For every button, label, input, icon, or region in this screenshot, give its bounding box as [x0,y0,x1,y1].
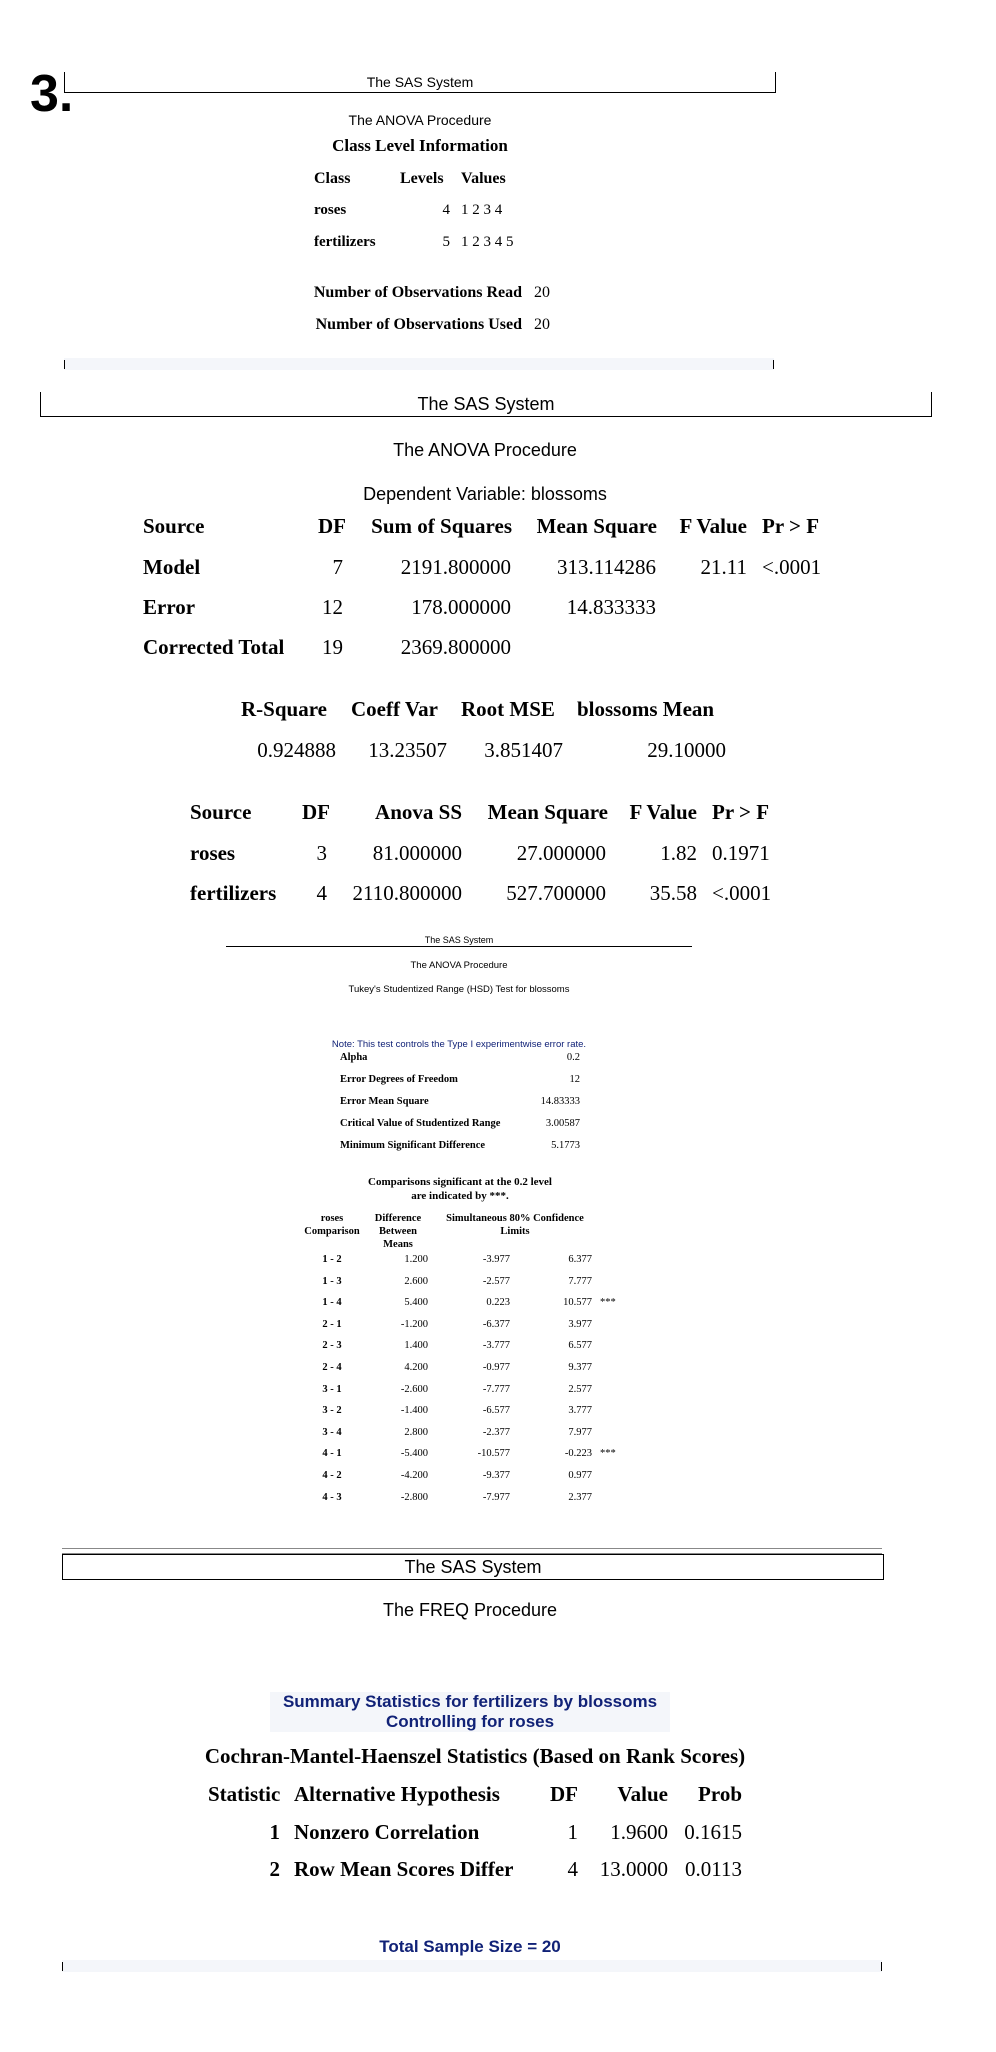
summary-statistics-title [270,1692,670,1732]
page-tick-right [773,360,774,369]
anova-ss: 2191.800000 [400,555,511,579]
obs-used-value: 20 [534,316,550,333]
effects-header-p: Pr > F [712,800,770,824]
anova-source: Model [143,555,201,579]
comparison-pair: 2 - 1 [322,1319,342,1330]
cmh-title: Cochran-Mantel-Haenszel Statistics (Based on Rank Scores) [204,1744,746,1768]
col-header-line: Between [379,1226,417,1237]
procedure-title: The FREQ Procedure [382,1600,558,1620]
comparison-lower-limit: -7.977 [482,1492,510,1503]
procedure-title: The ANOVA Procedure [348,112,492,128]
comparison-upper-limit: 9.377 [568,1362,592,1373]
col-header-line: Difference [374,1213,422,1224]
effects-header-ss: Anova SS [375,800,462,824]
comparison-pair: 4 - 3 [322,1492,342,1503]
comparison-upper-limit: 6.377 [568,1254,592,1265]
comparison-pair: 1 - 3 [322,1276,342,1287]
fit-rootmse: 3.851407 [484,738,563,762]
comparison-lower-limit: -6.577 [482,1405,510,1416]
anova-df: 19 [322,635,343,659]
obs-read-label: Number of Observations Read [313,284,522,301]
comparison-lower-limit: -7.777 [482,1384,510,1395]
comparison-lower-limit: 0.223 [486,1297,510,1308]
anova-header-ss: Sum of Squares [371,514,512,538]
fit-header-coeffvar: Coeff Var [351,697,438,721]
class-name: roses [314,202,347,218]
section-footer-band [64,358,774,370]
sas-system-title: The SAS System [417,394,555,414]
effects-ss: 2110.800000 [352,881,462,905]
col-header-line: Comparison [304,1226,360,1237]
significance-note-line1: Comparisons significant at the 0.2 level [368,1176,552,1188]
comparison-significance: *** [600,1448,616,1459]
col-header-line: Simultaneous 80% Confidence [446,1213,584,1224]
cmh-df: 1 [567,1820,578,1844]
class-level-title: Class Level Information [332,136,508,155]
class-levels: 4 [442,202,450,218]
summary-line: Controlling for roses [385,1712,555,1731]
comparison-difference: -2.800 [400,1492,428,1503]
cmh-alt-hypothesis: Row Mean Scores Differ [294,1857,514,1881]
effects-source: fertilizers [190,881,277,905]
comparison-difference: -5.400 [400,1448,428,1459]
procedure-title: The ANOVA Procedure [393,440,577,460]
comparison-pair: 3 - 1 [322,1384,342,1395]
comparison-significance: *** [600,1297,616,1308]
comparison-pair: 3 - 2 [322,1405,342,1416]
anova-p: <.0001 [762,555,822,579]
cmh-alt-hypothesis: Nonzero Correlation [294,1820,480,1844]
anova-ms: 313.114286 [557,555,656,579]
effects-ms: 27.000000 [516,841,606,865]
anova-df: 12 [322,595,343,619]
effects-ss: 81.000000 [372,841,462,865]
cmh-header-value: Value [617,1782,668,1806]
sas-system-title: The SAS System [404,1557,542,1577]
comparison-pair: 3 - 4 [322,1427,342,1438]
dependent-variable: Dependent Variable: blossoms [363,484,607,504]
fit-mean: 29.10000 [647,738,726,762]
sas-system-header-2 [40,392,932,417]
anova-header-source: Source [143,514,205,538]
page-tick-left [64,360,65,369]
fit-header-rsquare: R-Square [241,697,327,721]
tukey-test-title: Tukey's Studentized Range (HSD) Test for blossoms [348,984,570,995]
anova-source: Error [143,595,196,619]
comparison-upper-limit: 2.377 [568,1492,592,1503]
col-header-values: Values [461,170,506,187]
procedure-title: The ANOVA Procedure [410,960,508,971]
obs-read-value: 20 [534,284,550,301]
significance-note-line2: are indicated by ***. [411,1190,509,1202]
comparison-pair: 1 - 4 [322,1297,342,1308]
tukey-param-value: 14.83333 [540,1096,580,1107]
cmh-statistic: 2 [269,1857,280,1881]
comparison-difference: 5.400 [404,1297,428,1308]
comparison-difference: -1.400 [400,1405,428,1416]
effects-header-f: F Value [629,800,697,824]
anova-header-df: DF [318,514,346,538]
tukey-param-label: Minimum Significant Difference [340,1140,486,1151]
comparison-lower-limit: -10.577 [477,1448,510,1459]
comparison-lower-limit: -2.577 [482,1276,510,1287]
cmh-header-statistic: Statistic [208,1782,281,1806]
cmh-df: 4 [567,1857,578,1881]
tukey-param-label: Error Mean Square [340,1096,429,1107]
effects-p: <.0001 [712,881,772,905]
cmh-value: 13.0000 [599,1857,668,1881]
col-header-line: roses [320,1213,344,1224]
comparison-pair: 1 - 2 [322,1254,342,1265]
fit-rsquare: 0.924888 [257,738,336,762]
comparison-pair: 2 - 3 [322,1340,342,1351]
comparison-difference: -4.200 [400,1470,428,1481]
comparison-lower-limit: -0.977 [482,1362,510,1373]
tukey-param-label: Critical Value of Studentized Range [340,1118,501,1129]
comparison-lower-limit: -3.977 [482,1254,510,1265]
col-header-difference [366,1212,430,1251]
anova-df: 7 [332,555,343,579]
cmh-header-df: DF [550,1782,578,1806]
effects-header-df: DF [302,800,330,824]
col-header-comparison [296,1212,368,1238]
comparison-lower-limit: -9.377 [482,1470,510,1481]
question-number: 3. [30,65,74,123]
effects-df: 3 [316,841,327,865]
tukey-param-value: 12 [569,1074,580,1085]
effects-ms: 527.700000 [506,881,606,905]
class-levels: 5 [442,234,450,250]
effects-header-ms: Mean Square [487,800,608,824]
class-values: 1 2 3 4 5 [461,234,514,250]
class-values: 1 2 3 4 [461,202,503,218]
page-tick-right [881,1962,882,1971]
tukey-param-value: 3.00587 [545,1118,580,1129]
comparison-difference: 2.800 [404,1427,428,1438]
sas-system-header-4 [62,1554,884,1580]
comparison-difference: -2.600 [400,1384,428,1395]
cmh-statistic: 1 [269,1820,280,1844]
cmh-value: 1.9600 [610,1820,668,1844]
summary-line: Summary Statistics for fertilizers by blossoms [282,1692,658,1711]
comparison-upper-limit: 0.977 [568,1470,592,1481]
cmh-header-alt: Alternative Hypothesis [294,1782,500,1806]
comparison-upper-limit: 3.777 [568,1405,592,1416]
total-sample-size: Total Sample Size = 20 [379,1937,561,1956]
comparison-lower-limit: -3.777 [482,1340,510,1351]
cmh-header-prob: Prob [698,1782,742,1806]
anova-ss: 2369.800000 [400,635,511,659]
comparison-upper-limit: 6.577 [568,1340,592,1351]
fit-header-rootmse: Root MSE [461,697,555,721]
anova-ms: 14.833333 [566,595,656,619]
comparison-difference: -1.200 [400,1319,428,1330]
comparison-difference: 4.200 [404,1362,428,1373]
comparison-pair: 4 - 1 [322,1448,342,1459]
type-one-error-note: Note: This test controls the Type I experimentwise error rate. [331,1039,587,1050]
anova-header-p: Pr > F [762,514,820,538]
comparison-difference: 2.600 [404,1276,428,1287]
cmh-prob: 0.0113 [685,1857,742,1881]
effects-f: 35.58 [649,881,697,905]
comparison-difference: 1.200 [404,1254,428,1265]
comparison-upper-limit: -0.223 [564,1448,592,1459]
fit-coeffvar: 13.23507 [368,738,447,762]
comparison-difference: 1.400 [404,1340,428,1351]
cmh-prob: 0.1615 [684,1820,742,1844]
comparison-pair: 4 - 2 [322,1470,342,1481]
obs-used-label: Number of Observations Used [315,316,522,333]
page-tick-left [62,1962,63,1971]
sas-system-header-1 [64,72,776,93]
anova-ss: 178.000000 [411,595,511,619]
tukey-param-value: 5.1773 [551,1140,580,1151]
tukey-param-value: 0.2 [566,1052,580,1063]
tukey-param-label: Alpha [340,1052,368,1063]
comparison-upper-limit: 3.977 [568,1319,592,1330]
fit-header-mean: blossoms Mean [577,697,715,721]
effects-p: 0.1971 [712,841,770,865]
tukey-param-label: Error Degrees of Freedom [340,1074,458,1085]
comparison-upper-limit: 10.577 [563,1297,592,1308]
col-header-line: Means [383,1239,413,1250]
comparison-pair: 2 - 4 [322,1362,342,1373]
comparison-lower-limit: -6.377 [482,1319,510,1330]
section-footer-band [62,1960,882,1972]
comparison-upper-limit: 7.777 [568,1276,592,1287]
anova-source: Corrected Total [143,635,285,659]
col-header-line: Limits [500,1226,530,1237]
sas-system-title: The SAS System [366,74,474,90]
effects-f: 1.82 [660,841,697,865]
anova-header-f: F Value [679,514,747,538]
class-name: fertilizers [314,234,376,250]
effects-header-source: Source [190,800,252,824]
effects-source: roses [190,841,236,865]
anova-f: 21.11 [700,555,747,579]
col-header-class: Class [314,170,351,187]
anova-header-ms: Mean Square [536,514,657,538]
effects-df: 4 [316,881,327,905]
sas-system-title: The SAS System [226,935,692,947]
col-header-levels: Levels [400,170,444,187]
comparison-lower-limit: -2.377 [482,1427,510,1438]
comparison-upper-limit: 7.977 [568,1427,592,1438]
comparison-upper-limit: 2.577 [568,1384,592,1395]
col-header-confidence [430,1212,600,1238]
